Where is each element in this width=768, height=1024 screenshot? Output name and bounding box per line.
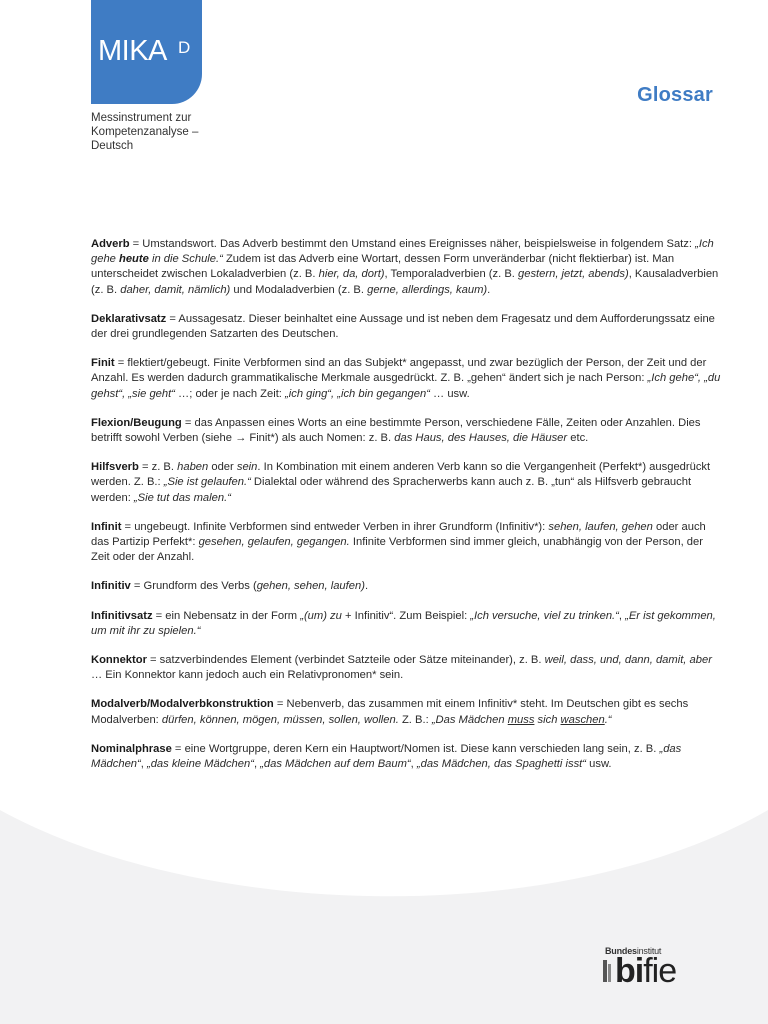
glossary-entry xyxy=(91,653,721,683)
glossary-term: Infinitiv xyxy=(91,580,131,593)
glossary-text: = das Anpassen eines Worts an eine bestimmte Person, verschiedene Fälle, Zeiten oder Anzahlen. Dies betrifft sowohl Verben (siehe → Finit*) als auch Nomen: z. B. xyxy=(91,416,701,445)
glossary-text: = Grundform des Verbs ( xyxy=(130,580,257,593)
brand-subtitle xyxy=(91,111,251,153)
glossary-text: = eine Wortgruppe, deren Kern ein Hauptwort/Nomen ist. Diese kann verschieden lang sein, z. B. xyxy=(171,742,660,755)
glossary-text: usw. xyxy=(586,758,612,771)
glossary-term: Nominalphrase xyxy=(91,742,172,755)
glossary-entry xyxy=(91,579,721,594)
glossary-text: hier, da, dort) xyxy=(318,268,385,281)
glossary-text: „Sie tut das malen.“ xyxy=(133,491,231,504)
glossary-text: „ich ging“, „ich bin gegangen“ xyxy=(285,387,430,400)
glossary-text: Dialektal oder während des Spracherwerbs kann auch z. B. „tun“ als Hilfsverb gebraucht werden: xyxy=(91,476,692,504)
brand-logo-text: MIKA xyxy=(98,35,167,67)
glossary-text: Infinite Verbformen sind immer gleich, unabhängig von der Person, der Zeit oder der Anzahl. xyxy=(91,536,703,564)
subtitle-line: Kompetenzanalyse – xyxy=(91,126,199,138)
glossary-text: oder auch das Partizip Perfekt*: xyxy=(91,520,706,549)
glossary-text: = ein Nebensatz in der Form xyxy=(152,609,301,622)
glossary-entry xyxy=(91,312,721,342)
glossary-text: , xyxy=(618,609,626,622)
glossary-entry xyxy=(91,520,721,566)
glossary-text: .“ xyxy=(604,713,612,726)
glossary-entry xyxy=(91,460,721,506)
glossary-text: = ungebeugt. Infinite Verbformen sind entweder Verben in ihrer Grundform (Infinitiv*): xyxy=(121,520,549,533)
glossary-text: etc. xyxy=(567,432,589,445)
glossary-text: oder xyxy=(208,461,237,474)
glossary-term: Flexion/Beugung xyxy=(91,416,182,429)
glossary-term: Konnektor xyxy=(91,654,147,667)
glossary-text: . xyxy=(364,580,369,593)
glossary-text: …; oder je nach Zeit: xyxy=(174,387,286,400)
bifie-logo-word: bifie xyxy=(615,952,677,990)
glossary-list xyxy=(91,237,721,786)
glossary-text: gesehen, gelaufen, gegangen. xyxy=(198,536,350,549)
glossary-text: = z. B. xyxy=(138,461,178,474)
glossary-text: „das Mädchen, das Spaghetti isst“ xyxy=(416,758,587,771)
glossary-text: gerne, allerdings, kaum) xyxy=(367,283,488,296)
glossary-text: „Das Mädchen xyxy=(431,713,508,726)
glossary-text: = satzverbindendes Element (verbindet Satzteile oder Sätze miteinander), z. B. xyxy=(146,654,545,667)
glossary-term: Hilfsverb xyxy=(91,461,139,474)
glossary-text: Z. B.: xyxy=(398,713,432,726)
glossary-text: heute xyxy=(119,253,149,266)
glossary-text: , xyxy=(140,758,147,771)
glossary-text: „das Mädchen auf dem Baum“ xyxy=(260,758,411,771)
brand-logo-box xyxy=(91,0,202,104)
glossary-text: gehen, sehen, laufen) xyxy=(256,580,365,593)
glossary-text: in die Schule.“ xyxy=(148,253,223,266)
glossary-text: gestern, jetzt, abends) xyxy=(518,268,629,281)
glossary-term: Modalverb/Modalverbkonstruktion xyxy=(91,698,274,711)
glossary-text: , Temporaladverbien (z. B. xyxy=(384,268,519,281)
glossary-text: „das kleine Mädchen“ xyxy=(146,758,254,771)
glossary-text: Zudem ist das Adverb eine Wortart, dessen Form unveränderbar (nicht flektierbar) ist. Man unterscheidet zwischen Lokaladverbien (z. B. xyxy=(91,253,675,281)
glossary-text: weil, dass, und, dann, damit, aber xyxy=(544,654,712,667)
page-title: Glossar xyxy=(637,84,713,106)
glossary-text: und Modaladverbien (z. B. xyxy=(230,283,368,296)
glossary-entry xyxy=(91,609,721,639)
glossary-text: . In Kombination mit einem anderen Verb kann so die Vergangenheit (Perfekt*) ausgedrückt werden. Z. B.: xyxy=(91,461,711,489)
glossary-term: Infinitivsatz xyxy=(91,609,153,622)
glossary-text: dürfen, können, mögen, müssen, sollen, wollen. xyxy=(161,713,399,726)
glossary-term: Deklarativsatz xyxy=(91,312,167,325)
glossary-text: „Ich versuche, viel zu trinken.“ xyxy=(470,609,619,622)
glossary-entry xyxy=(91,742,721,772)
glossary-text: + Infinitiv“. Zum Beispiel: xyxy=(341,609,471,622)
bifie-mark-icon xyxy=(603,956,613,986)
glossary-term: Adverb xyxy=(91,238,130,250)
glossary-text: sein xyxy=(236,461,258,474)
glossary-text: . xyxy=(487,283,491,296)
glossary-text: „Er ist gekommen, um mit ihr zu spielen.“ xyxy=(91,609,716,637)
glossary-text: , xyxy=(253,758,261,771)
glossary-text: „Ich gehe“, „du gehst“, „sie geht“ xyxy=(91,372,721,400)
glossary-text: sehen, laufen, gehen xyxy=(548,520,653,533)
glossary-text: „Ich gehe xyxy=(91,238,714,266)
glossary-entry xyxy=(91,416,721,446)
glossary-text: daher, damit, nämlich) xyxy=(120,283,231,296)
bifie-logo xyxy=(603,946,723,992)
glossary-text: = Umstandswort. Das Adverb bestimmt den Umstand eines Ereignisses näher, beispielsweise in folgendem Satz: xyxy=(129,238,696,250)
glossary-text: = Aussagesatz. Dieser beinhaltet eine Aussage und ist neben dem Fragesatz und dem Aufforderungssatz eine der drei grundlegenden Satzarten des Deutschen. xyxy=(91,312,715,341)
glossary-text: waschen xyxy=(560,713,605,726)
bifie-logo-caption: Bundesinstitut xyxy=(605,946,662,956)
glossary-text: das Haus, des Hauses, die Häuser xyxy=(394,432,568,445)
glossary-text: … Ein Konnektor kann jedoch auch ein Relativpronomen* sein. xyxy=(91,669,404,682)
glossary-text: = flektiert/gebeugt. Finite Verbformen sind an das Subjekt* angepasst, und zwar bezüglich der Person, der Zeit und der Anzahl. Es werden dadurch grammatikalische Merkmale ausgedrückt. Z. B. „gehen“ ändert sich je nach Person: xyxy=(91,357,707,385)
subtitle-line: Deutsch xyxy=(91,140,134,152)
glossary-term: Finit xyxy=(91,357,115,370)
glossary-text: … usw. xyxy=(429,387,470,400)
glossary-text: „Sie ist gelaufen.“ xyxy=(163,476,251,489)
subtitle-line: Messinstrument zur xyxy=(91,112,192,124)
glossary-text: , Kausaladverbien (z. B. xyxy=(91,268,719,296)
glossary-term: Infinit xyxy=(91,520,122,533)
glossary-entry xyxy=(91,356,721,402)
brand-logo-superscript: D xyxy=(178,38,191,57)
glossary-text: „das Mädchen“ xyxy=(91,742,682,771)
glossary-text: muss xyxy=(507,713,535,726)
glossary-text: haben xyxy=(177,461,209,474)
glossary-entry xyxy=(91,237,721,298)
glossary-text: = Nebenverb, das zusammen mit einem Infinitiv* steht. Im Deutschen gibt es sechs Modalverben: xyxy=(91,698,689,726)
glossary-text: „(um) zu xyxy=(300,609,342,622)
glossary-text: sich xyxy=(534,713,561,726)
glossary-text: , xyxy=(410,758,417,771)
glossary-entry xyxy=(91,697,721,727)
